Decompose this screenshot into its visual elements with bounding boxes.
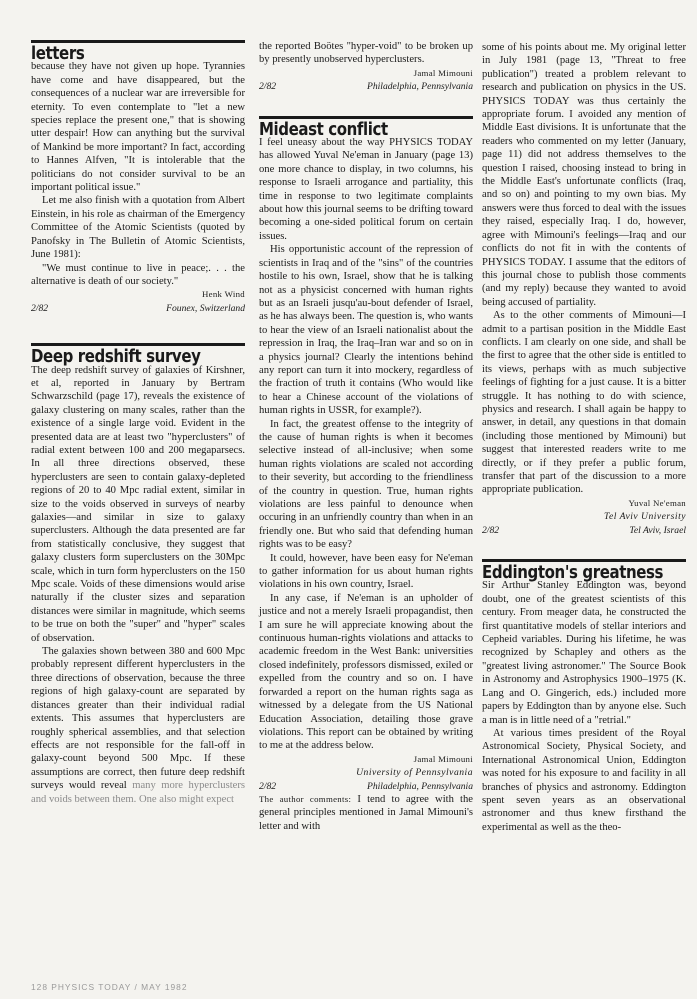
signature-date: 2/82 <box>482 524 500 536</box>
paragraph-text: I tend to agree with the general principles mentioned in Jamal Mimouni's letter and with <box>259 793 473 832</box>
paragraph: I feel uneasy about the way PHYSICS TODAY has allowed Yuval Ne'eman in January (page 13) one more chance to display, in two columns, his response to Israeli arrogance and partiality, this time in response to two legitimate complaints about how this journal seems to be drifting toward becoming a one-sided political forum on certain issues. <box>259 137 473 242</box>
faded-text: many more hyperclusters and voids between them. One also might expect <box>31 780 245 805</box>
paragraph: As to the other comments of Mimouni—I admit to a partisan position in the Middle East conflicts. I am clearly on one side, and shall be the first to agree that the other side is entitled to its views, perhaps with as much subjective feelings of fighting for a just cause. It is a bitter struggle. It has nothing to do with science, physics and research. I shall again be happy to answer, in detail, any questions in that domain (including those mentioned by Mimouni) but suggest that interested readers write to me directly, or if they prefer a public forum, transfer that part of the discussion to a more appropriate publication. <box>482 310 686 496</box>
signature-line <box>259 780 473 793</box>
signature-name: Henk Wind <box>202 289 245 300</box>
section-heading-mideast: Mideast conflict <box>259 117 388 140</box>
section-heading-letters: letters <box>31 42 85 64</box>
paragraph: In fact, the greatest offense to the integrity of the cause of human rights is when it becomes selective instead of all-inclusive; when some human rights violations are scaled not according to their severity, but according to the friendliness of the country in question. True, human rights violations are less painful to denounce when occuring in an unfriendly country than when in an friendly one. But who said that defending human rights was to be easy? <box>259 418 473 551</box>
column-3 <box>482 41 686 834</box>
paragraph: Let me also finish with a quotation from Albert Einstein, in his role as chairman of the Emergency Committee of the Atomic Scientists (quoted by Panofsky in The Bulletin of Atomic Scientists, June 1981): <box>31 195 245 261</box>
signature-line <box>482 524 686 537</box>
signature-date: 2/82 <box>259 780 277 792</box>
signature-line <box>31 302 245 315</box>
signature-line <box>259 80 473 93</box>
signature-date: 2/82 <box>31 302 49 314</box>
paragraph: because they have not given up hope. Tyrannies have come and have disappeared, but the consequences of a nuclear war are irreversible for eternity. To even contemplate to "let a new species replace the present one," that is showing utter despair! How can anything but the survival of Mankind be more important? In fact, according to Hannes Alfven, "It is intolerable that the politicians do not consider survival to be an important political issue." <box>31 61 245 194</box>
paragraph: Sir Arthur Stanley Eddington was, beyond doubt, one of the greatest scientists of this century. From meager data, he constructed the first quantitative models of stellar interiors and Cepheid variables. During his lifetime, he was recognized by Schapley and others as the "greatest living astronomer." The Source Book in Astronomy and Astrophysics 1900–1975 (K. Lang and O. Gingerich, eds.) included more papers by Eddington than by anyone else. Such a man is in little need of a "retrial." <box>482 580 686 726</box>
quote-paragraph: "We must continue to live in peace;. . . the alternative is death of our society." <box>31 262 245 287</box>
signature-name: Yuval Ne'eman <box>628 497 686 508</box>
signature-name: Jamal Mimouni <box>413 67 473 78</box>
signature-affiliation: Tel Aviv University <box>604 511 686 523</box>
signature-place: Philadelphia, Pennsylvania <box>366 780 473 792</box>
paragraph: It could, however, have been easy for Ne'eman to gather information for us about human rights violations in his own country, Israel. <box>259 552 473 591</box>
column-2 <box>259 40 473 833</box>
paragraph: His opportunistic account of the repression of scientists in Iraq and of the "sins" of the countries hostile to his own, Israel, show that he is talking not as a physicist concerned with human rights but as an Israeli jusqu'au-bout defender of Israel, as he has always been. The question is, who wants to hear the view of an Israeli nationalist about the repression in Iraq, the Iraq–Iran war and so on in a physics journal? Clearly the intentions behind any report can turn it into mockery, regardless of the fraction of truth it contains (Who would like to hear a Chinese account of the violations of human rights in USSR, for example?). <box>259 244 473 417</box>
signature-date: 2/82 <box>259 81 277 93</box>
paragraph <box>31 645 245 806</box>
signature-affiliation: University of Pennsylvania <box>356 767 473 779</box>
signature-name: Jamal Mimouni <box>413 753 473 764</box>
signature-place: Founex, Switzerland <box>166 302 245 314</box>
paragraph: the reported Boötes "hyper-void" to be broken up by presently unobserved hyperclusters. <box>259 41 473 66</box>
paragraph <box>259 793 473 833</box>
paragraph: some of his points about me. My original letter in July 1981 (page 13, "Threat to free publication") treated a problem relevant to research and publication on physics in the US. PHYSICS TODAY was thus certainly the appropriate forum. I avoided any mention of Middle East divisions. It is unfortunate that the readers who commented on my letter (January, page 11) did not address themselves to the question I raised, choosing instead to bring in the Middle East's unfortunate conflicts (Iraq, and so on) and pointing to my own bias. My answers were thus forced to deal with the issues they raised, especially Iraq. I do, however, agree with Mimouni's feelings—Iraq and our conflicts do not fit in with the contents of PHYSICS TODAY. I assume that the editors of this journal chose to publish those comments (and my reply) because they wanted to avoid being accused of partiality. <box>482 42 686 308</box>
paragraph: In any case, if Ne'eman is an upholder of justice and not a merely Israeli propagandist, then I am sure he will appreciate knowing about the continuous human-rights violations and attacks to academic freedom in the West Bank: universities closed indefinitely, professors dismissed, exiled or expelled from the country and so on. I have forwarded a report on the human rights saga as witnessed by a delegate from the US National Education Association, detailing those grave violations. This report can be obtained by writing to me at the address below. <box>259 592 473 752</box>
signature-place: Tel Aviv, Israel <box>629 524 686 536</box>
paragraph: At various times president of the Royal Astronomical Society, Physical Society, and International Astronomical Union, Eddington was noted for his exposure to and facility in all branches of physics and astronomy. Eddington spent seven years as an observational astronomer and thus knew firsthand the experimental as well as the theo- <box>482 727 686 833</box>
signature-place: Philadelphia, Pennsylvania <box>366 81 473 93</box>
column-1 <box>31 40 245 806</box>
section-heading-deep-redshift: Deep redshift survey <box>31 345 201 367</box>
author-comments-label: The author comments: <box>259 793 352 804</box>
paragraph: The deep redshift survey of galaxies of Kirshner, et al, reported in January by Bertram Schwarzschild (page 17), reveals the existence of galaxy clustering on many scales, rather than the existence of a single large void. Evident in the presented data are at least two "hyperclusters" of radial extent between 100 and 200 megaparsecs. In all three directions observed, these hyperclusters are seen to contain galaxy-depleted regions of 20 to 40 Mpc radial extent, similar in size to the voids observed in surveys of nearby galaxies—and similar in size to galaxy superclusters. Although the data presented are far from statistically conclusive, they suggest that galaxy clusters form superclusters on the 30Mpc scale, which in turn form hyperclusters on the 150 Mpc scale. Voids of these dimensions would arise naturally if the cluster sizes and separation distances were similar in magnitude, which seems to be true on both the "super" and "hyper" scales of observation. <box>31 364 245 644</box>
paragraph-text: The galaxies shown between 380 and 600 Mpc probably represent different hyperclusters in the three directions of observation, because the three regions of high galaxy-count are separated by distances greater than their individual radial extents. This assumes that hyperclusters are roughly spherical assemblies, and that selection effects are not responsible for the fall-off in galaxy-count beyond 500 Mpc. If these assumptions are correct, then future deep redshift surveys would reveal <box>31 646 245 792</box>
page-footer: 128 PHYSICS TODAY / MAY 1982 <box>31 982 188 992</box>
section-heading-eddington: Eddington's greatness <box>482 561 664 583</box>
